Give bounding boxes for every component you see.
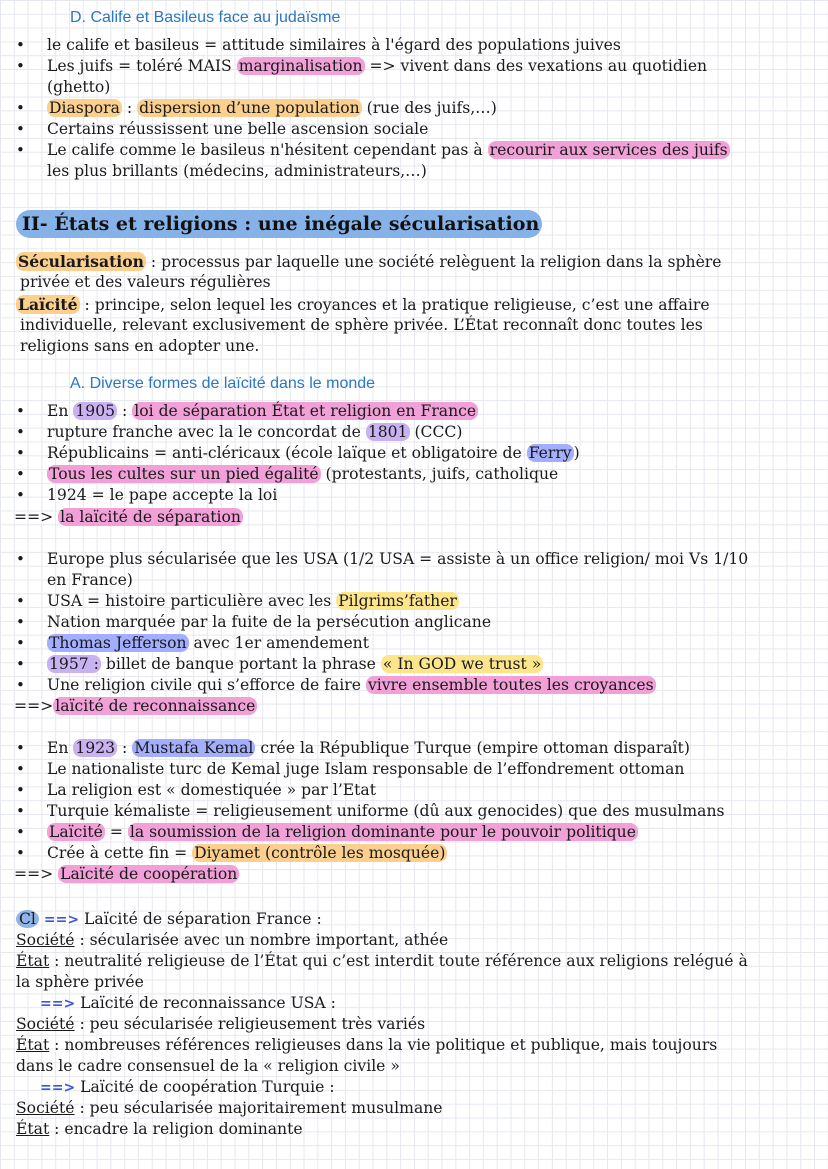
bullet: •: [16, 141, 25, 159]
conclusion-etat-cont: la sphère privée: [16, 973, 144, 991]
definition-continued: individuelle, relevant exclusivement de sphère privée. L’État reconnaît donc toutes les: [20, 316, 703, 334]
definition-laicite: Laïcité : principe, selon lequel les croyances et la pratique religieuse, c’est une affaire: [18, 295, 710, 314]
list-item: En 1923 : Mustafa Kemal crée la République Turque (empire ottoman disparaît): [47, 739, 690, 757]
list-item-continued: en France): [47, 571, 133, 589]
definition-continued: privée et des valeurs régulières: [20, 273, 271, 291]
definition-continued: religions sans en adopter une.: [20, 337, 260, 355]
list-item: Nation marquée par la fuite de la persécution anglicane: [47, 613, 492, 631]
bullet: •: [16, 423, 25, 441]
bullet: •: [16, 781, 25, 799]
bullet: •: [16, 802, 25, 820]
conclusion-etat: État : nombreuses références religieuses dans la vie politique et publique, mais toujours: [16, 1036, 718, 1054]
conclusion-etat: État : neutralité religieuse de l’État qui c’est interdit toute référence aux religions relégué à: [16, 952, 748, 970]
bullet: •: [16, 486, 25, 504]
subheading-califes: D. Calife et Basileus face au judaïsme: [70, 9, 341, 26]
conclusion-heading: ==> Laïcité de reconnaissance USA :: [40, 994, 336, 1012]
bullet: •: [16, 760, 25, 778]
conclusion-societe: Société : peu sécularisée majoritairement musulmane: [16, 1099, 443, 1117]
list-item: Certains réussissent une belle ascension sociale: [47, 120, 429, 138]
list-item: La religion est « domestiquée » par l’Etat: [47, 781, 376, 799]
conclusion-etat: État : encadre la religion dominante: [16, 1120, 303, 1138]
list-item-continued: les plus brillants (médecins, administrateurs,…): [47, 162, 427, 180]
bullet: •: [16, 36, 25, 54]
list-item: Tous les cultes sur un pied égalité (protestants, juifs, catholique: [49, 465, 559, 483]
list-item: rupture franche avec la le concordat de 1801 (CCC): [47, 423, 463, 441]
list-item: Le calife comme le basileus n'hésitent cependant pas à recourir aux services des juifs: [47, 141, 728, 159]
bullet: •: [16, 739, 25, 757]
arrow-icon: ==>: [43, 912, 80, 928]
bullet: •: [16, 592, 25, 610]
list-item: Europe plus sécularisée que les USA (1/2 USA = assiste à un office religion/ moi Vs 1/10: [47, 550, 749, 568]
conclusion-heading: Cl ==> Laïcité de séparation France :: [16, 909, 820, 931]
cl-badge: Cl: [16, 910, 39, 928]
conclusion-heading: ==> Laïcité de coopération Turquie :: [40, 1078, 335, 1096]
list-item: Diaspora : dispersion d’une population (rue des juifs,…): [49, 99, 497, 117]
arrow-icon: ==>: [40, 996, 76, 1012]
list-item: 1957 : billet de banque portant la phrase « In GOD we trust »: [49, 655, 542, 673]
list-item: Laïcité = la soumission de la religion dominante pour le pouvoir politique: [49, 823, 636, 841]
list-item: 1924 = le pape accepte la loi: [47, 486, 278, 504]
list-item-continued: (ghetto): [47, 78, 111, 96]
bullet: •: [16, 676, 25, 694]
list-item: Les juifs = toléré MAIS marginalisation => vivent dans des vexations au quotidien: [47, 57, 708, 75]
list-item: Le nationaliste turc de Kemal juge Islam responsable de l’effondrement ottoman: [47, 760, 685, 778]
bullet: •: [16, 655, 25, 673]
bullet: •: [16, 844, 25, 862]
bullet: •: [16, 634, 25, 652]
subheading-formes-laicite: A. Diverse formes de laïcité dans le monde: [70, 375, 376, 392]
definition-secularisation: Sécularisation : processus par laquelle une société relèguent la religion dans la sphère: [18, 252, 722, 271]
list-item: Une religion civile qui s’efforce de faire vivre ensemble toutes les croyances: [47, 676, 654, 694]
bullet: •: [16, 402, 25, 420]
bullet: •: [16, 613, 25, 631]
conclusion-etat-cont: dans le cadre consensuel de la « religion civile »: [16, 1057, 400, 1075]
bullet: •: [16, 465, 25, 483]
bullet: •: [16, 823, 25, 841]
arrow-icon: ==>: [40, 1080, 76, 1096]
bullet: •: [16, 444, 25, 462]
bullet: •: [16, 550, 25, 568]
conclusion-line: ==> laïcité de reconnaissance: [14, 697, 256, 715]
bullet: •: [16, 57, 25, 75]
conclusion-societe: Société : sécularisée avec un nombre important, athée: [16, 931, 449, 949]
list-item: USA = histoire particulière avec les Pilgrims’father: [47, 592, 457, 610]
bullet: •: [16, 120, 25, 138]
section-title: II- États et religions : une inégale sécularisation: [16, 210, 542, 238]
conclusion-societe: Société : peu sécularisée religieusement très variés: [16, 1015, 426, 1033]
list-item: le calife et basileus = attitude similaires à l'égard des populations juives: [47, 36, 621, 54]
list-item: Républicains = anti-cléricaux (école laïque et obligatoire de Ferry ): [47, 444, 580, 462]
list-item: Turquie kémaliste = religieusement uniforme (dû aux genocides) que des musulmans: [47, 802, 725, 820]
list-item: Crée à cette fin = Diyamet (contrôle les mosquée): [47, 844, 446, 862]
conclusion-line: ==> la laïcité de séparation: [14, 508, 241, 526]
list-item: En 1905 : loi de séparation État et religion en France: [47, 402, 477, 420]
list-item: Thomas Jefferson avec 1er amendement: [49, 634, 369, 652]
bullet: •: [16, 99, 25, 117]
conclusion-line: ==> Laïcité de coopération: [14, 865, 238, 883]
